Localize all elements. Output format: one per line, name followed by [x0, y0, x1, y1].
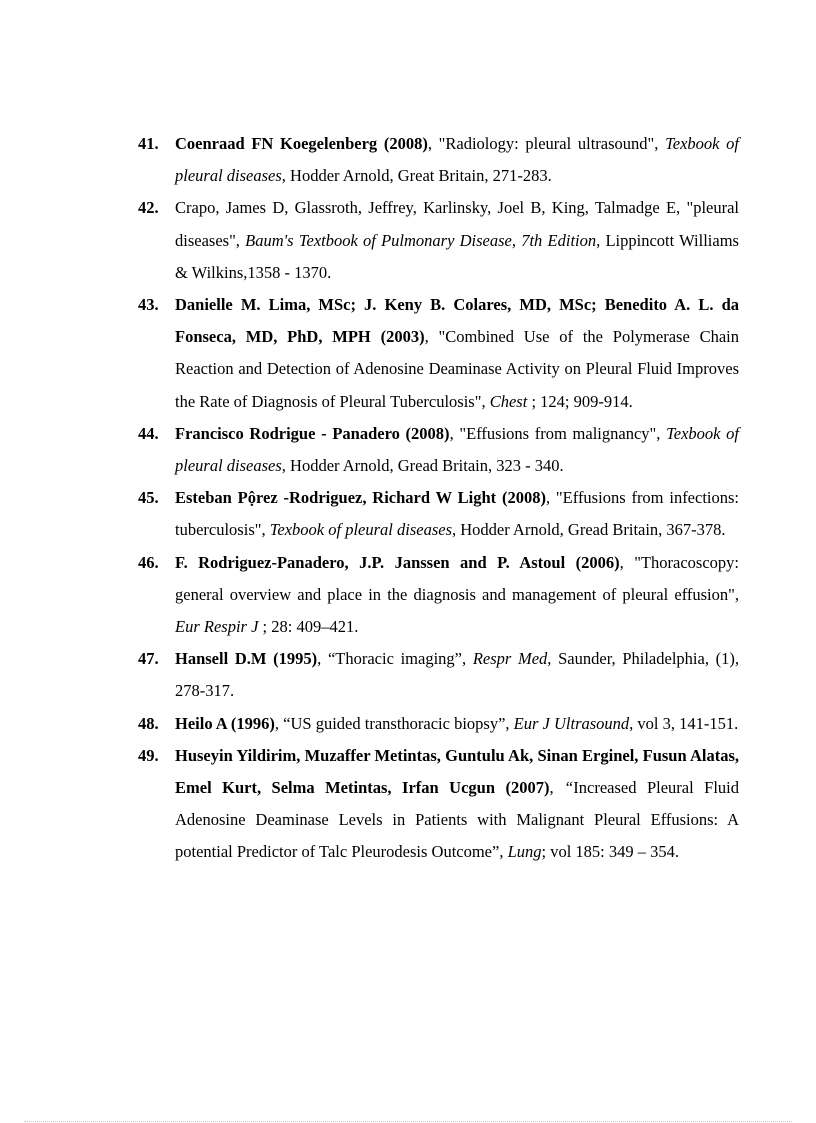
reference-text: ; 28: 409–421.: [258, 617, 359, 637]
reference-item: [138, 740, 739, 869]
reference-item: [138, 128, 739, 192]
reference-number: 43.: [138, 295, 159, 315]
reference-text: Crapo, James D, Glassroth, Jeffrey, Karlinsky, Joel B, King, Talmadge E, "pleural diseases",: [175, 198, 739, 250]
reference-authors: Francisco Rodrigue - Panadero (2008): [175, 423, 450, 443]
reference-text: , Hodder Arnold, Gread Britain, 323 - 340.: [281, 456, 564, 476]
reference-item: [138, 708, 739, 740]
reference-authors: Huseyin Yildirim, Muzaffer Metintas, Guntulu Ak, Sinan Erginel, Fusun Alatas, Emel Kurt, Selma Metintas, Irfan Ucgun (2007): [175, 745, 739, 798]
reference-number: 47.: [138, 649, 159, 669]
reference-text: , "Effusions from infections: tuberculosis",: [175, 488, 740, 540]
reference-text: Increased Pleural Fluid Adenosine Deaminase Levels in Patients with Malignant Pleural Effusions: A potential Predictor of Talc Pleurodesis Outcome”,: [175, 778, 739, 862]
reference-text: , “Thoracic imaging”,: [317, 649, 473, 669]
reference-journal: Eur Respir J: [175, 617, 259, 637]
reference-authors: Esteban Pộrez -Rodriguez, Richard W Light (2008): [175, 488, 546, 508]
reference-authors: Hansell D.M (1995): [175, 649, 318, 669]
reference-journal: Chest: [489, 391, 528, 411]
reference-authors: Coenraad FN Koegelenberg (2008): [175, 134, 428, 153]
reference-text: , Hodder Arnold, Gread Britain, 367-378.: [451, 520, 726, 540]
reference-number: 41.: [138, 134, 159, 153]
reference-item: [138, 643, 739, 707]
reference-authors: F. Rodriguez-Panadero, J.P. Janssen and P. Astoul (2006): [175, 552, 620, 572]
reference-journal: Lung: [507, 842, 542, 862]
reference-journal: Eur J Ultrasound: [513, 713, 630, 733]
reference-authors: Heilo A (1996): [175, 713, 275, 733]
reference-number: 44.: [138, 423, 159, 443]
reference-item: [138, 482, 739, 546]
reference-text: , vol 3, 141-151.: [629, 713, 739, 733]
reference-journal: Texbook of pleural diseases: [269, 520, 452, 540]
reference-journal: Baum's Textbook of Pulmonary Disease, 7th Edition,: [245, 230, 601, 250]
reference-number: 42.: [138, 198, 159, 218]
reference-journal: Respr Med,: [472, 649, 552, 669]
reference-text: ,: [549, 778, 565, 798]
reference-number: 49.: [138, 745, 159, 765]
reference-number: 45.: [138, 488, 159, 508]
reference-item: [138, 289, 739, 418]
reference-item: [138, 418, 739, 482]
reference-text: , "Radiology: pleural ultrasound",: [427, 134, 666, 153]
reference-quote-mark: “: [564, 778, 574, 798]
reference-text: , "Thoracoscopy: general overview and place in the diagnosis and management of pleural effusion",: [175, 552, 739, 604]
reference-text: ; vol 185: 349 – 354.: [541, 842, 680, 862]
reference-text: Saunder, Philadelphia, (1), 278-317.: [175, 649, 739, 701]
reference-list: [138, 128, 739, 869]
reference-item: [138, 192, 739, 289]
reference-text: Lippincott Williams & Wilkins,1358 - 1370.: [175, 230, 739, 282]
reference-number: 48.: [138, 713, 159, 733]
reference-text: , Hodder Arnold, Great Britain, 271-283.: [281, 166, 552, 186]
reference-text: ; 124; 909-914.: [527, 391, 633, 411]
reference-text: , "Effusions from malignancy",: [449, 423, 667, 443]
reference-journal: Texbook of pleural diseases: [175, 134, 739, 186]
reference-number: 46.: [138, 552, 159, 572]
reference-authors: Danielle M. Lima, MSc; J. Keny B. Colares, MD, MSc; Benedito A. L. da Fonseca, MD, PhD, MPH (2003): [175, 295, 739, 347]
page-bottom-border: [24, 1121, 792, 1122]
reference-item: [138, 547, 739, 644]
reference-journal: Texbook of pleural diseases: [175, 423, 740, 476]
reference-text: , “US guided transthoracic biopsy”,: [274, 713, 514, 733]
reference-text: , "Combined Use of the Polymerase Chain Reaction and Detection of Adenosine Deaminase Activity on Pleural Fluid Improves the Rate of Diagnosis of Pleural Tuberculosis",: [175, 327, 739, 411]
